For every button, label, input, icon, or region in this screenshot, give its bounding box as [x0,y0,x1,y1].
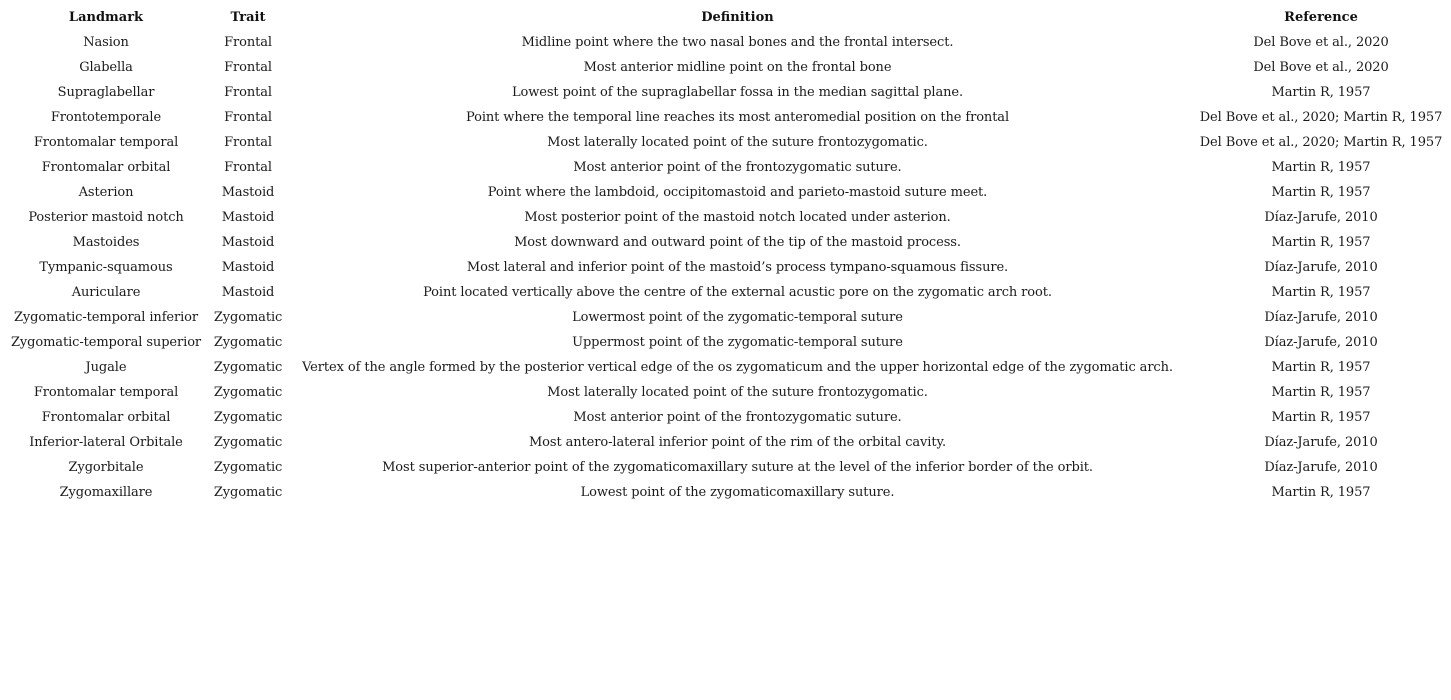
cell-reference: Del Bove et al., 2020; Martin R, 1957 [1199,135,1443,150]
cell-reference: Martin R, 1957 [1271,185,1371,200]
table-row [0,480,1451,505]
table-header [0,5,1451,30]
cell-trait: Frontal [224,60,272,75]
table-row [0,430,1451,455]
cell-definition: Most superior-anterior point of the zygomaticomaxillary suture at the level of the inferior border of the orbit. [382,460,1093,475]
table-row [0,405,1451,430]
table-row [0,330,1451,355]
cell-reference: Díaz-Jarufe, 2010 [1264,435,1378,450]
cell-reference: Martin R, 1957 [1271,410,1371,425]
cell-landmark: Mastoides [72,235,140,250]
table-row [0,355,1451,380]
cell-landmark: Zygomaxillare [59,485,153,500]
cell-reference: Del Bove et al., 2020 [1253,35,1389,50]
cell-definition: Most anterior point of the frontozygomatic suture. [573,160,902,175]
table-row [0,305,1451,330]
cell-definition: Most anterior midline point on the frontal bone [583,60,892,75]
cell-reference: Martin R, 1957 [1271,160,1371,175]
cell-reference: Díaz-Jarufe, 2010 [1264,460,1378,475]
table-row [0,80,1451,105]
cell-trait: Frontal [224,135,272,150]
table-row [0,205,1451,230]
cell-definition: Uppermost point of the zygomatic-temporal suture [572,335,903,350]
cell-landmark: Posterior mastoid notch [28,210,184,225]
cell-reference: Martin R, 1957 [1271,385,1371,400]
cell-trait: Zygomatic [213,335,283,350]
cell-landmark: Asterion [78,185,134,200]
cell-reference: Del Bove et al., 2020 [1253,60,1389,75]
table-row [0,180,1451,205]
cell-landmark: Zygomatic-temporal inferior [13,310,199,325]
header-row [0,5,1451,30]
cell-definition: Most posterior point of the mastoid notch located under asterion. [524,210,951,225]
cell-reference: Martin R, 1957 [1271,360,1371,375]
header-trait: Trait [230,10,266,25]
cell-definition: Most downward and outward point of the tip of the mastoid process. [514,235,961,250]
cell-definition: Most lateral and inferior point of the mastoid’s process tympano-squamous fissure. [466,260,1009,275]
table-row [0,280,1451,305]
cell-trait: Frontal [224,35,272,50]
cell-trait: Zygomatic [213,310,283,325]
cell-landmark: Frontotemporale [50,110,162,125]
cell-definition: Point located vertically above the centre of the external acustic pore on the zygomatic arch root. [423,285,1052,300]
cell-trait: Zygomatic [213,385,283,400]
cell-trait: Zygomatic [213,460,283,475]
cell-landmark: Nasion [83,35,129,50]
cell-definition: Lowermost point of the zygomatic-temporal suture [572,310,903,325]
table-row [0,380,1451,405]
table-row [0,105,1451,130]
cell-definition: Point where the temporal line reaches its most anteromedial position on the frontal [465,110,1010,125]
cell-definition: Lowest point of the supraglabellar fossa in the median sagittal plane. [511,85,964,100]
table-row [0,455,1451,480]
cell-trait: Zygomatic [213,410,283,425]
cell-definition: Vertex of the angle formed by the posterior vertical edge of the os zygomaticum and the upper horizontal edge of the zygomatic arch. [302,360,1173,375]
header-landmark: Landmark [68,10,144,25]
cell-reference: Díaz-Jarufe, 2010 [1264,310,1378,325]
cell-landmark: Inferior-lateral Orbitale [29,435,183,450]
cell-landmark: Glabella [79,60,133,75]
cell-trait: Mastoid [221,260,275,275]
cell-definition: Midline point where the two nasal bones and the frontal intersect. [521,35,954,50]
cell-reference: Del Bove et al., 2020; Martin R, 1957 [1199,110,1443,125]
cell-landmark: Zygomatic-temporal superior [10,335,202,350]
cell-landmark: Tympanic-squamous [39,260,173,275]
cell-trait: Mastoid [221,185,275,200]
cell-trait: Frontal [224,160,272,175]
cell-landmark: Frontomalar temporal [33,385,179,400]
cell-trait: Mastoid [221,285,275,300]
header-reference: Reference [1284,10,1358,25]
cell-landmark: Jugale [85,360,127,375]
table-row [0,30,1451,55]
table-row [0,155,1451,180]
cell-reference: Díaz-Jarufe, 2010 [1264,335,1378,350]
cell-definition: Most anterior point of the frontozygomatic suture. [573,410,902,425]
cell-definition: Most laterally located point of the suture frontozygomatic. [547,135,928,150]
cell-landmark: Frontomalar orbital [41,410,171,425]
cell-landmark: Zygorbitale [68,460,144,475]
cell-landmark: Frontomalar temporal [33,135,179,150]
cell-landmark: Supraglabellar [57,85,155,100]
cell-trait: Mastoid [221,210,275,225]
table-row [0,230,1451,255]
cell-reference: Díaz-Jarufe, 2010 [1264,260,1378,275]
cell-reference: Martin R, 1957 [1271,285,1371,300]
cell-trait: Frontal [224,110,272,125]
cell-definition: Most laterally located point of the suture frontozygomatic. [547,385,928,400]
cell-reference: Díaz-Jarufe, 2010 [1264,210,1378,225]
cell-landmark: Frontomalar orbital [41,160,171,175]
cell-trait: Frontal [224,85,272,100]
table-body [0,30,1451,505]
cell-trait: Zygomatic [213,435,283,450]
header-definition: Definition [701,10,774,25]
cell-trait: Mastoid [221,235,275,250]
cell-definition: Lowest point of the zygomaticomaxillary suture. [580,485,895,500]
table-row [0,255,1451,280]
cell-reference: Martin R, 1957 [1271,485,1371,500]
cell-landmark: Auriculare [71,285,141,300]
cell-trait: Zygomatic [213,485,283,500]
cell-definition: Point where the lambdoid, occipitomastoid and parieto-mastoid suture meet. [487,185,988,200]
table-row [0,55,1451,80]
cell-definition: Most antero-lateral inferior point of the rim of the orbital cavity. [528,435,947,450]
table-row [0,130,1451,155]
cell-reference: Martin R, 1957 [1271,85,1371,100]
cell-trait: Zygomatic [213,360,283,375]
landmarks-table [0,5,1451,505]
cell-reference: Martin R, 1957 [1271,235,1371,250]
